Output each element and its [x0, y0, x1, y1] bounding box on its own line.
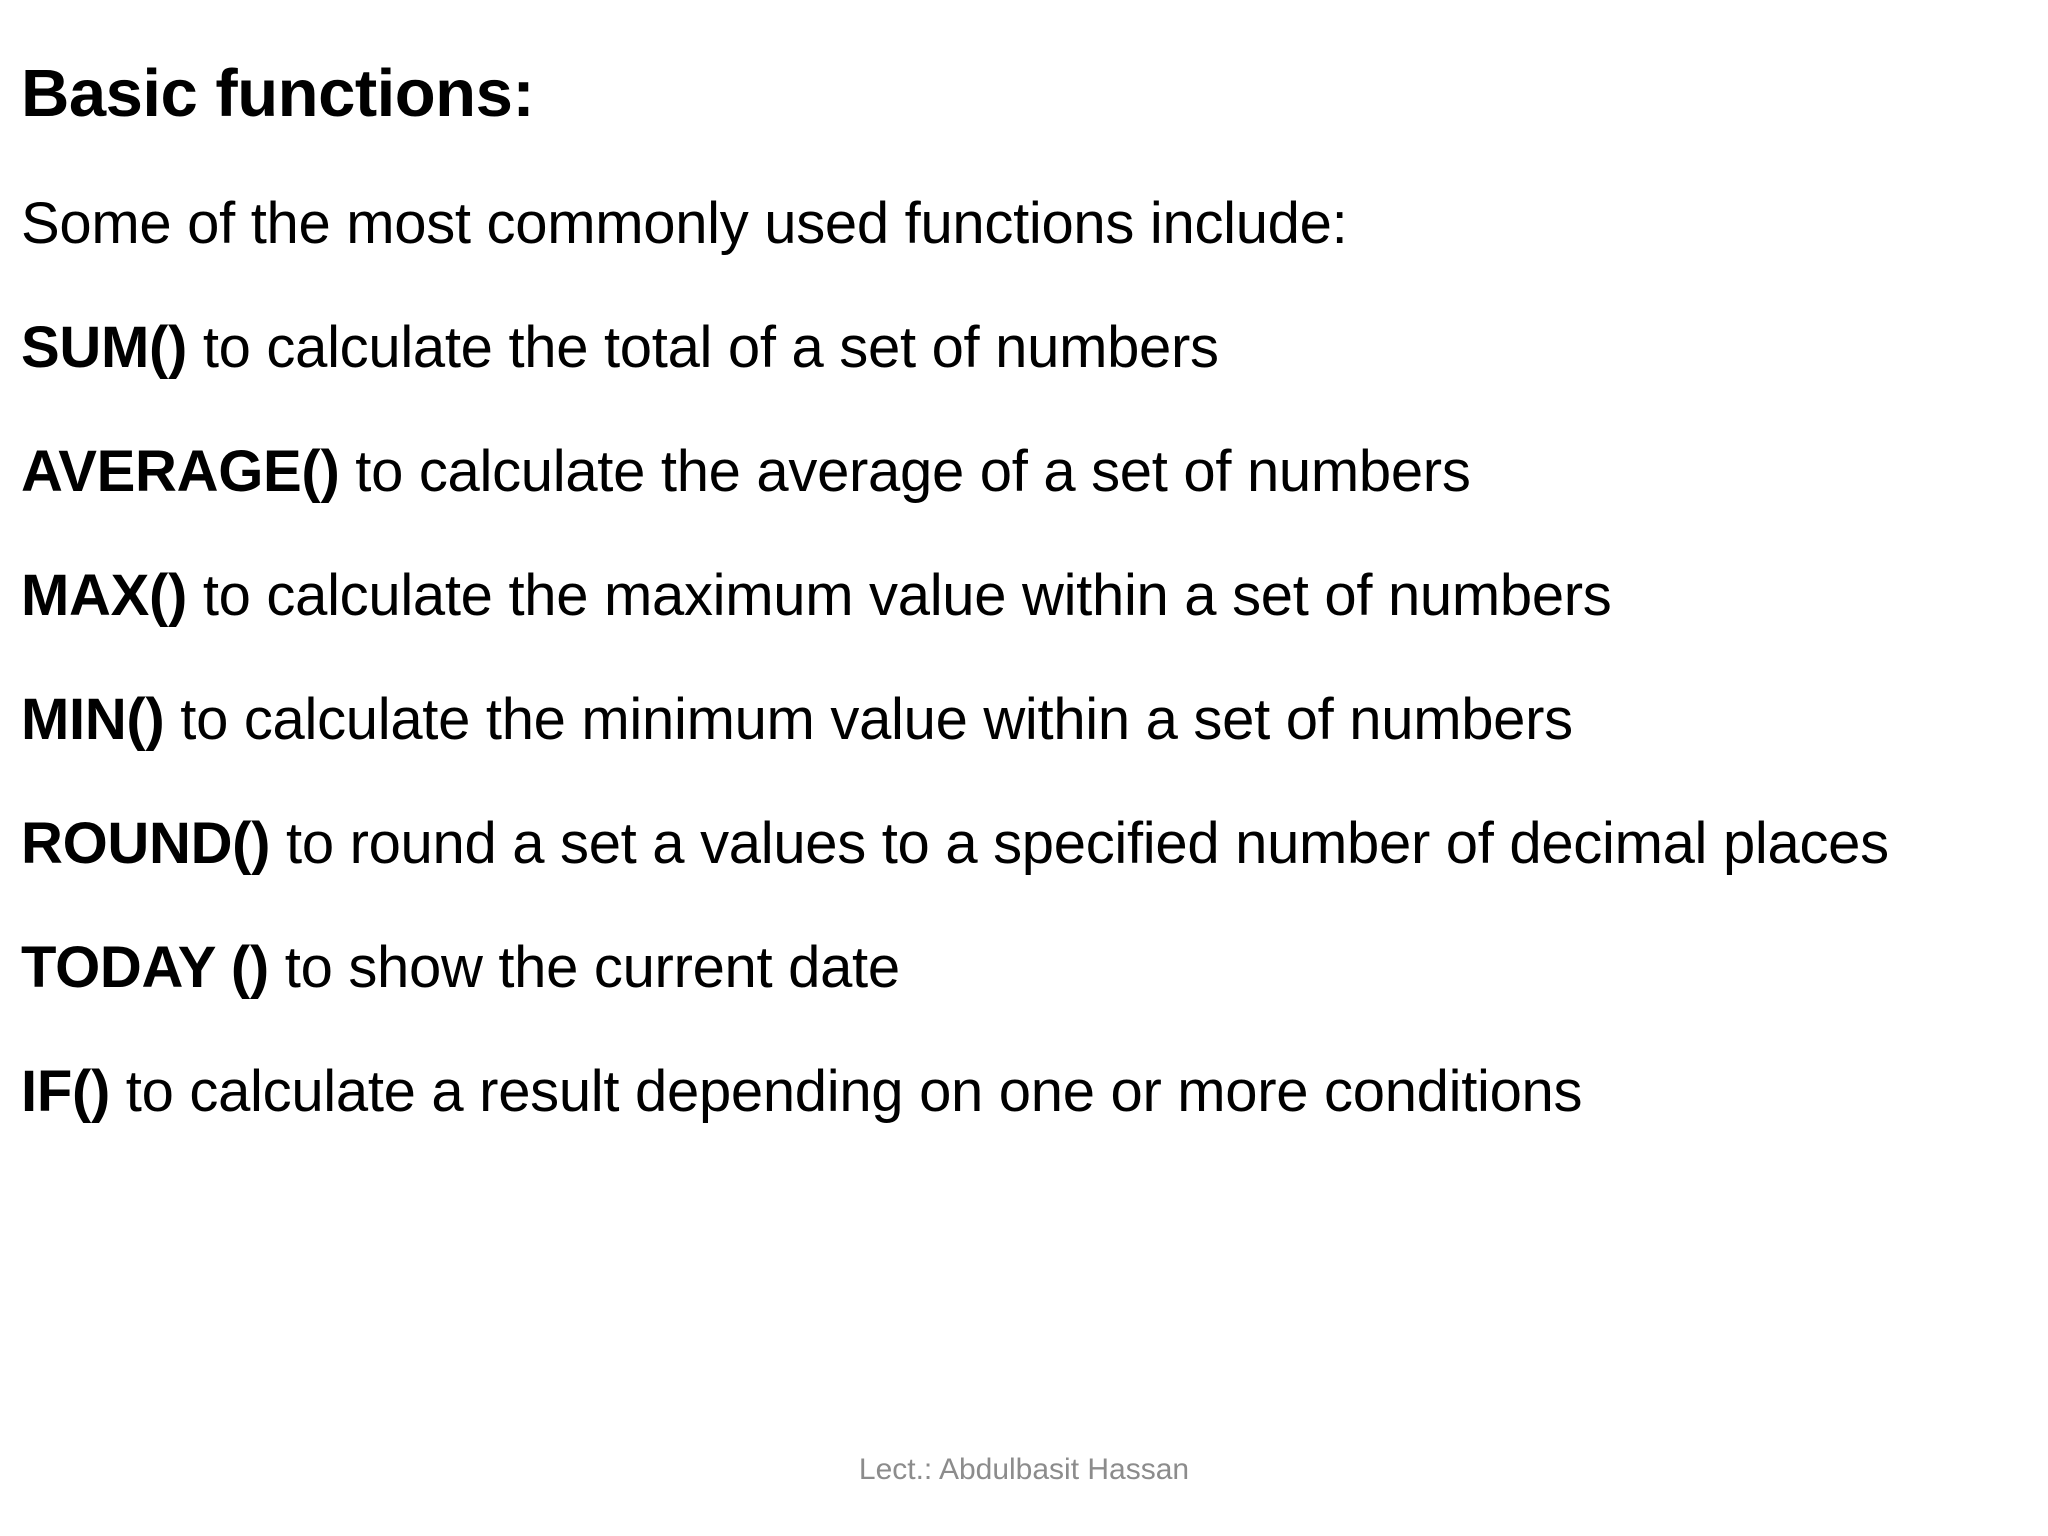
slide-title: Basic functions: [21, 56, 535, 131]
function-list [21, 308, 1889, 1176]
function-item-min [21, 680, 1889, 804]
function-description: to calculate the total of a set of numbers [187, 315, 1219, 380]
function-description: to round a set a values to a specified number of decimal places [270, 811, 1889, 876]
function-description: to calculate the average of a set of numbers [339, 439, 1471, 504]
function-description: to calculate the minimum value within a set of numbers [164, 687, 1573, 752]
function-name: TODAY () [21, 935, 269, 1000]
function-item-round [21, 804, 1889, 928]
function-name: MAX() [21, 563, 188, 628]
footer-lecturer: Lect.: Abdulbasit Hassan [858, 1453, 1190, 1486]
function-description: to calculate the maximum value within a set of numbers [187, 563, 1612, 628]
function-item-today [21, 928, 1889, 1052]
intro-text: Some of the most commonly used functions include: [21, 191, 1348, 256]
function-item-if [21, 1052, 1889, 1176]
function-name: IF() [21, 1059, 110, 1124]
function-item-sum [21, 308, 1889, 432]
function-item-max [21, 556, 1889, 680]
function-name: SUM() [21, 315, 188, 380]
function-item-average [21, 432, 1889, 556]
function-name: MIN() [21, 687, 165, 752]
function-description: to show the current date [268, 935, 900, 1000]
function-name: AVERAGE() [21, 439, 340, 504]
function-name: ROUND() [21, 811, 271, 876]
function-description: to calculate a result depending on one or more conditions [109, 1059, 1583, 1124]
